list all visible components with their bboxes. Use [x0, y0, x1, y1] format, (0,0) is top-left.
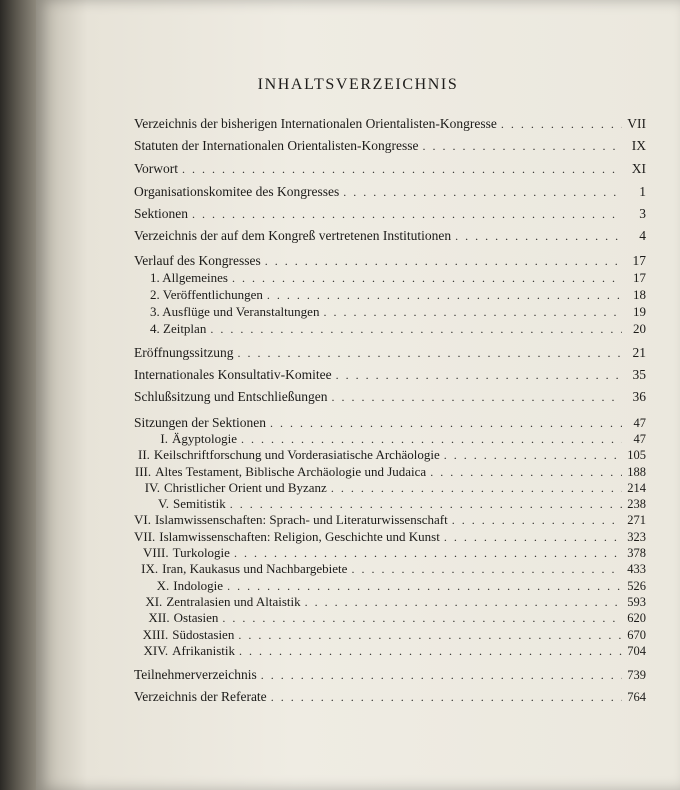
toc-subentry: [134, 304, 646, 321]
dot-leader: [238, 628, 622, 643]
toc-entry-page: 3: [639, 206, 646, 221]
toc-subentry: [134, 287, 646, 304]
toc-entry-title: Verlauf des Kongresses: [134, 253, 261, 268]
toc-entry-eroeffnung: [134, 345, 646, 367]
toc-entry-institutionen: [134, 228, 646, 251]
toc-entry-title: Statuten der Internationalen Orientalisten-Kongresse: [134, 138, 419, 153]
toc-section-entry: [134, 627, 646, 643]
dot-leader: [241, 432, 622, 447]
toc-entry-page: 670: [627, 627, 646, 642]
dot-leader: [271, 690, 622, 705]
dot-leader: [444, 530, 622, 545]
toc-entry-title: 4. Zeitplan: [150, 321, 207, 336]
section-number: VII.: [134, 528, 156, 544]
toc-entry-title: Keilschriftforschung und Vorderasiatische Archäologie: [153, 447, 440, 463]
toc-section-entry: [134, 594, 646, 610]
toc-entry-title: Sitzungen der Sektionen: [134, 415, 266, 430]
toc-entry-page: 18: [633, 287, 646, 302]
dot-leader: [351, 562, 622, 577]
book-page: [36, 0, 680, 790]
toc-entry-page: 1: [639, 184, 646, 199]
toc-entry-title: Ägyptologie: [171, 431, 237, 446]
table-of-contents: [134, 116, 646, 711]
toc-entry-title: Indologie: [173, 577, 224, 593]
page-heading: INHALTSVERZEICHNIS: [257, 76, 459, 93]
section-number: I.: [160, 431, 168, 446]
section-number: XIII.: [142, 626, 169, 642]
section-number: VIII.: [142, 545, 169, 561]
dot-leader: [331, 481, 622, 496]
toc-entry-title: Teilnehmerverzeichnis: [134, 666, 257, 682]
toc-entry-referate: [134, 689, 646, 711]
dot-leader: [423, 139, 622, 154]
toc-entry-title: Internationales Konsultativ-Komitee: [134, 367, 332, 382]
dot-leader: [343, 185, 622, 200]
toc-entry-title: Verzeichnis der auf dem Kongreß vertretenen Institutionen: [134, 228, 452, 243]
toc-entry-title: Islamwissenschaften: Sprach- und Literaturwissenschaft: [154, 512, 448, 528]
toc-subentry: [134, 321, 646, 341]
toc-entry-title: Afrikanistik: [172, 642, 235, 658]
toc-section-entry: [134, 496, 646, 512]
dot-leader: [222, 611, 622, 626]
toc-section-entry: [134, 431, 646, 447]
toc-entry-page: 20: [633, 321, 646, 336]
dot-leader: [444, 448, 622, 463]
dot-leader: [305, 595, 622, 610]
toc-entry-verlauf: [134, 253, 646, 270]
toc-section-entry: [134, 464, 646, 480]
toc-entry-page: 378: [627, 546, 646, 561]
toc-entry-title: Islamwissenschaften: Religion, Geschichte und Kunst: [159, 528, 440, 544]
dot-leader: [267, 288, 622, 303]
toc-entry-verzeichnis-kongresse: [134, 116, 646, 138]
section-number: III.: [134, 463, 152, 479]
toc-section-entry: [134, 529, 646, 545]
toc-section-entry: [134, 610, 646, 626]
book-spine-shadow: [0, 0, 36, 790]
toc-entry-page: 47: [633, 432, 646, 446]
dot-leader: [323, 305, 622, 320]
toc-section-entry: [134, 512, 646, 528]
dot-leader: [331, 390, 622, 405]
toc-entry-title: Iran, Kaukasus und Nachbargebiete: [162, 561, 348, 577]
dot-leader: [336, 368, 622, 383]
section-number: II.: [137, 447, 150, 463]
toc-entry-page: 21: [632, 345, 646, 360]
dot-leader: [270, 416, 622, 431]
toc-entry-page: 17: [632, 253, 646, 268]
toc-entry-title: Schlußsitzung und Entschließungen: [134, 389, 328, 404]
toc-section-entry: [134, 561, 646, 577]
toc-section-entry: [134, 545, 646, 561]
toc-entry-schlusssitzung: [134, 389, 646, 413]
toc-section-entry: [134, 480, 646, 496]
dot-leader: [227, 579, 622, 594]
dot-leader: [265, 254, 622, 269]
toc-entry-page: 214: [627, 480, 646, 495]
dot-leader: [455, 229, 622, 244]
toc-entry-title: Semitistik: [173, 496, 226, 512]
dot-leader: [261, 668, 622, 683]
toc-entry-page: 704: [627, 643, 646, 658]
toc-entry-title: Südostasien: [172, 626, 235, 642]
dot-leader: [192, 207, 622, 222]
toc-entry-page: 593: [627, 594, 646, 609]
section-number: V.: [158, 496, 169, 512]
toc-section-entry: [134, 578, 646, 594]
dot-leader: [238, 346, 623, 361]
toc-entry-page: IX: [631, 138, 646, 153]
toc-entry-page: 188: [627, 464, 646, 479]
toc-entry-page: 105: [627, 448, 646, 463]
toc-entry-konsultativ: [134, 367, 646, 389]
toc-entry-page: VII: [627, 116, 646, 131]
toc-entry-page: 4: [639, 228, 646, 243]
toc-entry-page: 433: [627, 562, 646, 577]
toc-entry-title: Verzeichnis der bisherigen Internationalen Orientalisten-Kongresse: [134, 116, 497, 131]
toc-entry-organisationskomitee: [134, 184, 646, 206]
toc-entry-statuten: [134, 138, 646, 161]
toc-entry-title: 2. Veröffentlichungen: [150, 287, 263, 302]
toc-entry-vorwort: [134, 161, 646, 184]
toc-entry-page: 17: [633, 270, 646, 285]
dot-leader: [234, 546, 622, 561]
toc-entry-sitzungen: [134, 415, 646, 431]
toc-entry-page: 36: [632, 389, 646, 404]
section-number: XI.: [145, 593, 163, 609]
section-number: IV.: [144, 479, 160, 495]
toc-entry-page: 323: [627, 529, 646, 544]
toc-entry-page: 19: [633, 304, 646, 319]
dot-leader: [501, 117, 622, 132]
toc-entry-teilnehmer: [134, 667, 646, 689]
toc-entry-title: Organisationskomitee des Kongresses: [134, 184, 340, 199]
toc-entry-title: Vorwort: [134, 161, 179, 176]
toc-entry-page: 764: [627, 689, 646, 704]
toc-entry-title: Ostasien: [173, 610, 219, 626]
dot-leader: [239, 644, 622, 659]
dot-leader: [452, 513, 622, 528]
dot-leader: [430, 465, 622, 480]
dot-leader: [210, 322, 622, 337]
toc-entry-page: 47: [633, 416, 646, 430]
toc-entry-page: 271: [627, 513, 646, 528]
toc-entry-sektionen: [134, 206, 646, 228]
dot-leader: [232, 271, 622, 286]
toc-section-entry: [134, 447, 646, 463]
toc-entry-page: 526: [627, 578, 646, 593]
toc-entry-title: Eröffnungssitzung: [134, 345, 234, 360]
section-number: XIV.: [143, 642, 169, 658]
toc-subentry: [134, 270, 646, 287]
toc-entry-title: Christlicher Orient und Byzanz: [163, 479, 327, 495]
toc-entry-page: 739: [627, 667, 646, 682]
toc-entry-title: 3. Ausflüge und Veranstaltungen: [150, 304, 320, 319]
toc-entry-page: 620: [627, 611, 646, 626]
toc-entry-title: Verzeichnis der Referate: [134, 688, 267, 704]
toc-entry-title: Sektionen: [134, 206, 188, 221]
toc-entry-title: Turkologie: [172, 545, 230, 561]
toc-section-entry: [134, 643, 646, 665]
dot-leader: [182, 162, 622, 177]
section-number: VI.: [134, 512, 151, 528]
toc-entry-page: 35: [632, 367, 646, 382]
section-number: IX.: [141, 561, 159, 577]
dot-leader: [230, 497, 622, 512]
toc-entry-title: Zentralasien und Altaistik: [166, 593, 301, 609]
section-number: XII.: [148, 610, 170, 626]
toc-entry-page: XI: [631, 161, 646, 176]
section-number: X.: [156, 577, 170, 593]
toc-entry-page: 238: [627, 497, 646, 512]
toc-entry-title: 1. Allgemeines: [150, 270, 228, 285]
toc-entry-title: Altes Testament, Biblische Archäologie und Judaica: [155, 463, 427, 479]
